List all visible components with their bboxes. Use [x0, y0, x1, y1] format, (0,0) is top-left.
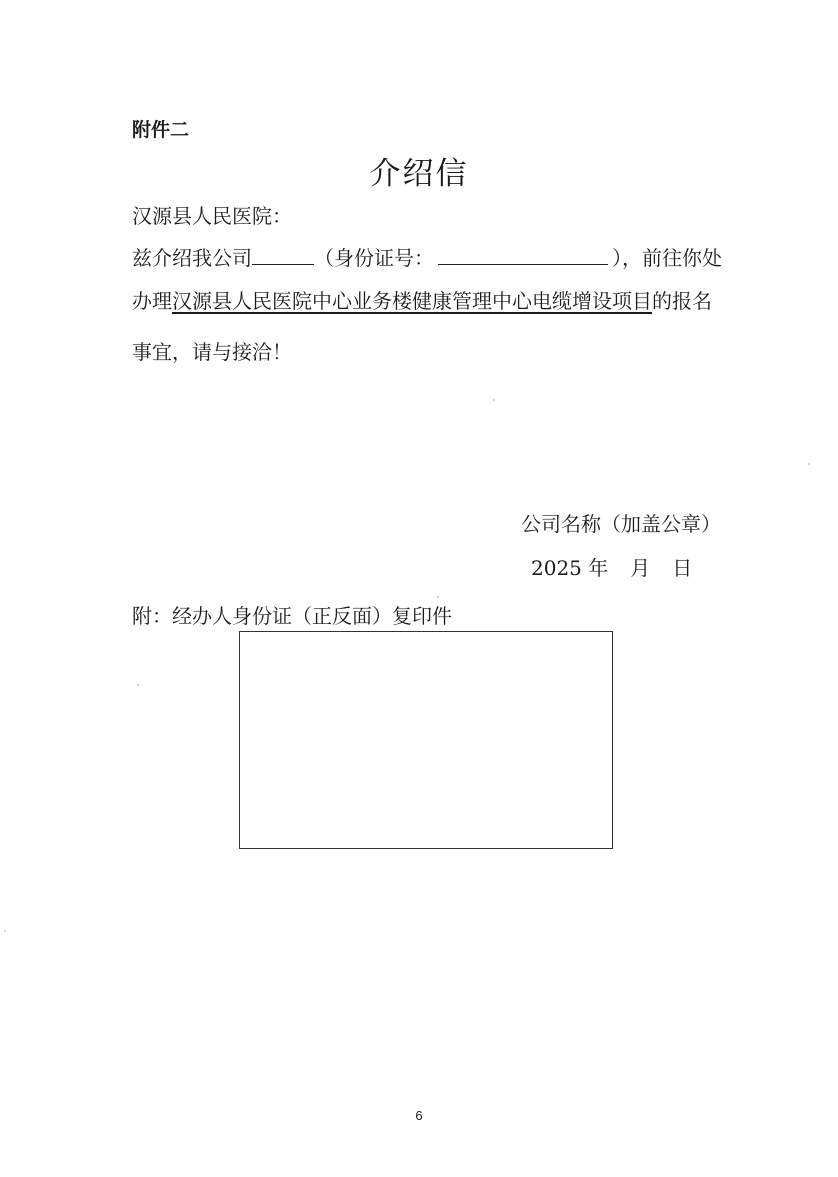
date-day: 日	[672, 556, 693, 580]
date-month: 月	[630, 556, 651, 580]
closing-line: 事宜，请与接洽！	[132, 340, 292, 364]
purpose-line	[132, 288, 712, 314]
scan-speck	[437, 596, 439, 598]
scan-speck	[493, 399, 495, 401]
id-number-label: （身份证号：	[314, 246, 434, 270]
purpose-prefix: 办理	[132, 289, 172, 313]
introduction-line	[132, 244, 722, 271]
signature-date	[531, 552, 692, 581]
intro-suffix: ），前往你处	[612, 246, 722, 270]
id-number-blank	[438, 244, 608, 265]
scan-speck	[4, 930, 6, 932]
letter-title: 介绍信	[369, 156, 469, 192]
id-copy-box	[239, 631, 613, 849]
project-name: 汉源县人民医院中心业务楼健康管理中心电缆增设项目	[172, 289, 652, 313]
attachment-note: 附：经办人身份证（正反面）复印件	[132, 604, 452, 628]
page-number: 6	[415, 1108, 423, 1123]
recipient-line: 汉源县人民医院：	[132, 204, 292, 228]
scan-speck	[137, 684, 139, 686]
company-signature: 公司名称（加盖公章）	[521, 512, 721, 536]
intro-prefix: 兹介绍我公司	[132, 246, 252, 270]
purpose-suffix: 的报名	[652, 289, 712, 313]
date-year: 2025 年	[531, 556, 609, 580]
attachment-label: 附件二	[132, 119, 190, 141]
representative-name-blank	[252, 244, 314, 265]
scan-speck	[808, 463, 810, 465]
